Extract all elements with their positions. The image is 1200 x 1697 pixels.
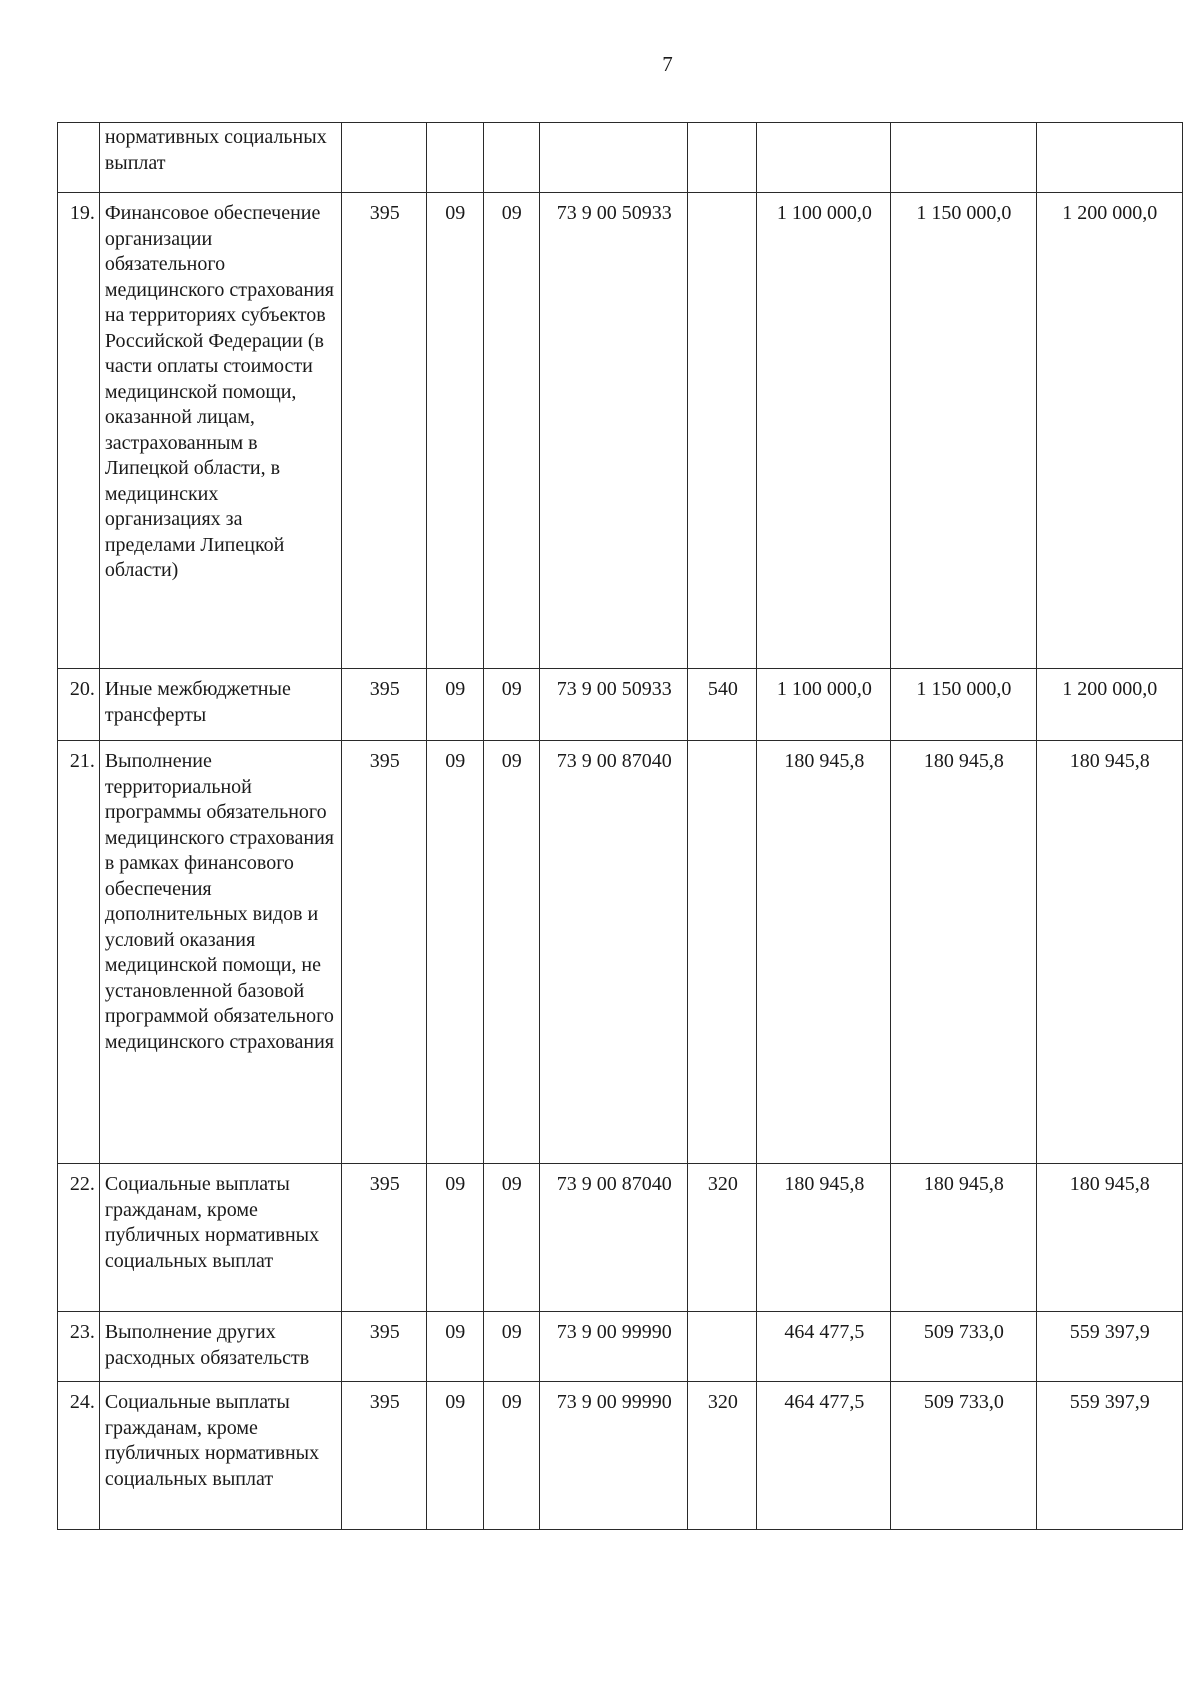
amount-year2-cell: 509 733,0 [891, 1312, 1036, 1382]
subsection-code-cell: 09 [483, 1164, 539, 1312]
expense-type-cell [688, 741, 757, 1164]
expense-type-cell [688, 1312, 757, 1382]
table-row [58, 1312, 1183, 1382]
table-row [58, 669, 1183, 741]
table-body [58, 123, 1183, 1530]
row-name-cell: Выполнение других расходных обязательств [99, 1312, 342, 1382]
ministry-code-cell: 395 [342, 741, 427, 1164]
subsection-code-cell: 09 [483, 741, 539, 1164]
target-article-cell: 73 9 00 50933 [539, 669, 687, 741]
expense-type-cell [688, 193, 757, 669]
row-number-cell: 24. [58, 1382, 100, 1530]
amount-year1-cell: 464 477,5 [757, 1382, 891, 1530]
section-code-cell: 09 [427, 1164, 483, 1312]
table-row [58, 1164, 1183, 1312]
amount-year3-cell: 180 945,8 [1036, 741, 1182, 1164]
target-article-cell: 73 9 00 87040 [539, 741, 687, 1164]
ministry-code-cell [342, 123, 427, 193]
subsection-code-cell [483, 123, 539, 193]
amount-year1-cell: 180 945,8 [757, 1164, 891, 1312]
row-number-cell [58, 123, 100, 193]
amount-year3-cell: 180 945,8 [1036, 1164, 1182, 1312]
amount-year3-cell [1036, 123, 1182, 193]
expense-type-cell: 320 [688, 1382, 757, 1530]
amount-year1-cell [757, 123, 891, 193]
row-name-cell: Финансовое обеспечение организации обязательного медицинского страхования на территориях субъектов Российской Федерации (в части оплаты стоимости медицинской помощи, оказанной лицам, застрахованным в Липецкой области, в медицинских организациях за пределами Липецкой области) [99, 193, 342, 669]
row-name-cell: Социальные выплаты гражданам, кроме публичных нормативных социальных выплат [99, 1164, 342, 1312]
expense-type-cell [688, 123, 757, 193]
amount-year2-cell: 180 945,8 [891, 1164, 1036, 1312]
budget-table-container [57, 122, 1183, 1530]
amount-year3-cell: 559 397,9 [1036, 1382, 1182, 1530]
amount-year3-cell: 1 200 000,0 [1036, 669, 1182, 741]
section-code-cell: 09 [427, 741, 483, 1164]
ministry-code-cell: 395 [342, 1382, 427, 1530]
table-row [58, 1382, 1183, 1530]
page-number: 7 [662, 52, 673, 76]
amount-year1-cell: 1 100 000,0 [757, 669, 891, 741]
amount-year2-cell [891, 123, 1036, 193]
subsection-code-cell: 09 [483, 193, 539, 669]
amount-year1-cell: 1 100 000,0 [757, 193, 891, 669]
amount-year3-cell: 1 200 000,0 [1036, 193, 1182, 669]
row-number-cell: 23. [58, 1312, 100, 1382]
table-row-continuation [58, 123, 1183, 193]
section-code-cell [427, 123, 483, 193]
ministry-code-cell: 395 [342, 669, 427, 741]
target-article-cell: 73 9 00 50933 [539, 193, 687, 669]
section-code-cell: 09 [427, 669, 483, 741]
section-code-cell: 09 [427, 1382, 483, 1530]
row-number-cell: 19. [58, 193, 100, 669]
amount-year2-cell: 1 150 000,0 [891, 193, 1036, 669]
ministry-code-cell: 395 [342, 193, 427, 669]
table-row [58, 741, 1183, 1164]
target-article-cell: 73 9 00 99990 [539, 1312, 687, 1382]
target-article-cell: 73 9 00 99990 [539, 1382, 687, 1530]
target-article-cell [539, 123, 687, 193]
amount-year1-cell: 464 477,5 [757, 1312, 891, 1382]
row-number-cell: 21. [58, 741, 100, 1164]
row-name-cell: нормативных социальных выплат [99, 123, 342, 193]
subsection-code-cell: 09 [483, 1312, 539, 1382]
row-name-cell: Социальные выплаты гражданам, кроме публичных нормативных социальных выплат [99, 1382, 342, 1530]
subsection-code-cell: 09 [483, 1382, 539, 1530]
ministry-code-cell: 395 [342, 1312, 427, 1382]
budget-table [57, 122, 1183, 1530]
row-name-cell: Выполнение территориальной программы обязательного медицинского страхования в рамках финансового обеспечения дополнительных видов и условий оказания медицинской помощи, не установленной базовой программой обязательного медицинского страхования [99, 741, 342, 1164]
ministry-code-cell: 395 [342, 1164, 427, 1312]
section-code-cell: 09 [427, 1312, 483, 1382]
expense-type-cell: 540 [688, 669, 757, 741]
amount-year2-cell: 509 733,0 [891, 1382, 1036, 1530]
expense-type-cell: 320 [688, 1164, 757, 1312]
row-name-cell: Иные межбюджетные трансферты [99, 669, 342, 741]
amount-year3-cell: 559 397,9 [1036, 1312, 1182, 1382]
amount-year2-cell: 1 150 000,0 [891, 669, 1036, 741]
section-code-cell: 09 [427, 193, 483, 669]
row-number-cell: 22. [58, 1164, 100, 1312]
table-row [58, 193, 1183, 669]
row-number-cell: 20. [58, 669, 100, 741]
target-article-cell: 73 9 00 87040 [539, 1164, 687, 1312]
amount-year1-cell: 180 945,8 [757, 741, 891, 1164]
subsection-code-cell: 09 [483, 669, 539, 741]
amount-year2-cell: 180 945,8 [891, 741, 1036, 1164]
